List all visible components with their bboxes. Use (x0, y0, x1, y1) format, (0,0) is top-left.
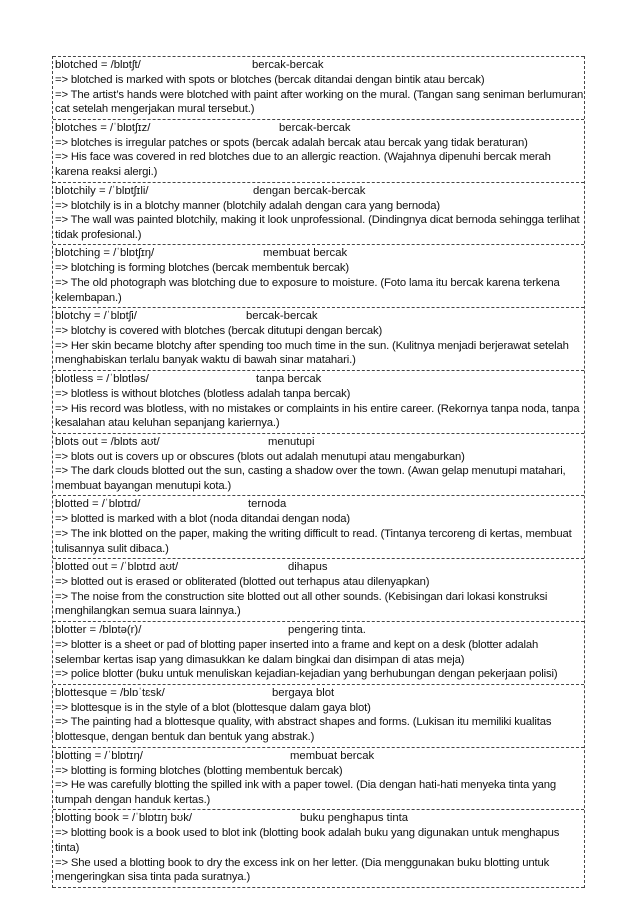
entry-meaning: bergaya blot (272, 686, 335, 699)
entry-explanation: => blotchily is in a blotchy manner (blotchily adalah dengan cara yang bernoda) (55, 199, 441, 212)
entry-term: blottesque = /blɒˈtɛsk/ (55, 686, 165, 699)
entry-example: => His record was blotless, with no mistakes or complaints in his entire career. (Rekornya tanpa noda, tanpa kesalahan atau keluhan sepanjang kariernya.) (55, 402, 580, 430)
entry-explanation: => blots out is covers up or obscures (blots out adalah menutupi atau mengaburkan) (55, 450, 465, 463)
dictionary-entry (53, 809, 584, 887)
entry-explanation: => blottesque is in the style of a blot (blottesque dalam gaya blot) (55, 701, 371, 714)
entry-explanation: => blotching is forming blotches (bercak membentuk bercak) (55, 262, 349, 275)
entry-explanation: => blotter is a sheet or pad of blotting paper inserted into a frame and kept on a desk (blotter adalah selembar kertas isap yang dimasukkan ke dalam bingkai dan disimpan di atas meja) (55, 639, 539, 666)
dictionary-entry (53, 244, 584, 307)
entry-term: blotchily = /ˈblɒtʃɪli/ (55, 184, 149, 197)
entry-example: => The dark clouds blotted out the sun, casting a shadow over the town. (Awan gelap menutupi matahari, membuat bayangan menutupi kota.) (55, 465, 566, 492)
entry-example: => police blotter (buku untuk menuliskan kejadian-kejadian yang berhubungan dengan pekerjaan polisi) (55, 668, 558, 681)
entry-example: => His face was covered in red blotches due to an allergic reaction. (Wajahnya dipenuhi bercak merah karena reaksi alergi.) (55, 151, 551, 178)
entry-meaning: pengering tinta. (288, 624, 366, 637)
entry-explanation: => blotless is without blotches (blotless adalah tanpa bercak) (55, 387, 351, 400)
entry-explanation: => blotched is marked with spots or blotches (bercak ditandai dengan bintik atau bercak) (55, 74, 485, 86)
dictionary-entry (53, 747, 584, 810)
dictionary-entry (53, 558, 584, 621)
entry-meaning: bercak-bercak (279, 121, 351, 134)
entry-header (55, 811, 584, 826)
entry-header (55, 372, 584, 387)
entry-term: blotting book = /ˈblɒtɪŋ bʊk/ (55, 812, 192, 825)
entry-term: blotching = /ˈblɒtʃɪŋ/ (55, 247, 155, 260)
entry-header (55, 309, 584, 324)
entry-explanation: => blotted out is erased or obliterated (blotted out terhapus atau dilenyapkan) (55, 576, 430, 589)
entry-term: blotted = /ˈblɒtɪd/ (55, 498, 141, 511)
entry-example: => Her skin became blotchy after spending too much time in the sun. (Kulitnya menjadi berjerawat setelah menghabiskan terlalu banyak waktu di bawah sinar matahari.) (55, 339, 569, 367)
entry-term: blotting = /ˈblɒtɪŋ/ (55, 749, 143, 762)
dictionary-entry (53, 56, 584, 119)
dictionary-entry (53, 433, 584, 496)
dictionary-entry (53, 495, 584, 558)
entry-term: blotter = /blɒtə(r)/ (55, 624, 142, 637)
entry-example: => The painting had a blottesque quality, with abstract shapes and forms. (Lukisan itu memiliki kualitas blottesque, dengan bentuk dan bentuk yang abstrak.) (55, 716, 552, 743)
entry-meaning: membuat bercak (290, 749, 375, 762)
entry-term: blotted out = /ˈblɒtɪd aʊt/ (55, 561, 179, 574)
entry-example: => He was carefully blotting the spilled ink with a paper towel. (Dia dengan hati-hati menyeka tinta yang tumpah dengan handuk kertas.) (55, 779, 557, 806)
entry-meaning: bercak-bercak (246, 310, 318, 323)
dictionary-entry (53, 119, 584, 182)
dictionary-entry (53, 684, 584, 747)
entry-meaning: menutupi (268, 435, 315, 448)
entry-explanation: => blotches is irregular patches or spots (bercak adalah bercak atau bercak yang tidak beraturan) (55, 136, 528, 149)
entry-meaning: tanpa bercak (256, 372, 322, 385)
entry-header (55, 435, 584, 450)
entry-example: => The ink blotted on the paper, making the writing difficult to read. (Tintanya tercoreng di kertas, membuat tulisannya sulit dibaca.) (55, 528, 572, 555)
entry-term: blots out = /blɒts aʊt/ (55, 435, 160, 448)
entry-header (55, 623, 584, 638)
entry-meaning: dihapus (288, 561, 328, 574)
dictionary-document (52, 56, 585, 888)
entry-explanation: => blotchy is covered with blotches (bercak ditutupi dengan bercak) (55, 325, 383, 338)
entry-header (55, 58, 584, 73)
entry-example: => She used a blotting book to dry the excess ink on her letter. (Dia menggunakan buku blotting untuk mengeringkan sisa tinta pada suratnya.) (55, 856, 550, 884)
entry-term: blotched = /blɒtʃt/ (55, 59, 141, 71)
entry-explanation: => blotted is marked with a blot (noda ditandai dengan noda) (55, 513, 350, 526)
entry-example: => The noise from the construction site blotted out all other sounds. (Kebisingan dari lokasi konstruksi menghilangkan semua suara lainnya.) (55, 590, 548, 618)
entry-meaning: membuat bercak (263, 247, 348, 260)
entry-meaning: dengan bercak-bercak (253, 184, 366, 197)
entry-example: => The artist’s hands were blotched with paint after working on the mural. (Tangan sang seniman berlumuran cat setelah mengerjakan mural tersebut.) (55, 88, 584, 116)
entry-term: blotless = /ˈblɒtləs/ (55, 372, 149, 385)
entry-header (55, 121, 584, 136)
entry-example: => The old photograph was blotching due to exposure to moisture. (Foto lama itu bercak karena terkena kelembapan.) (55, 276, 560, 304)
entry-explanation: => blotting book is a book used to blot ink (blotting book adalah buku yang digunakan untuk menghapus tinta) (55, 827, 560, 854)
entry-header (55, 184, 584, 199)
entry-explanation: => blotting is forming blotches (blotting membentuk bercak) (55, 764, 343, 777)
entry-meaning: buku penghapus tinta (300, 812, 409, 825)
dictionary-entry (53, 307, 584, 370)
entry-meaning: ternoda (248, 498, 287, 511)
dictionary-entry (53, 621, 584, 684)
entry-term: blotchy = /ˈblɒtʃi/ (55, 310, 137, 323)
entry-header (55, 497, 584, 512)
entry-term: blotches = /ˈblɒtʃɪz/ (55, 121, 151, 134)
entry-meaning: bercak-bercak (252, 59, 324, 71)
entry-example: => The wall was painted blotchily, making it look unprofessional. (Dindingnya dicat bernoda sehingga terlihat tidak profesional.) (55, 214, 580, 241)
entry-header (55, 560, 584, 575)
dictionary-entry (53, 182, 584, 245)
entry-header (55, 749, 584, 764)
entry-header (55, 686, 584, 701)
dictionary-entry (53, 370, 584, 433)
entry-header (55, 246, 584, 261)
